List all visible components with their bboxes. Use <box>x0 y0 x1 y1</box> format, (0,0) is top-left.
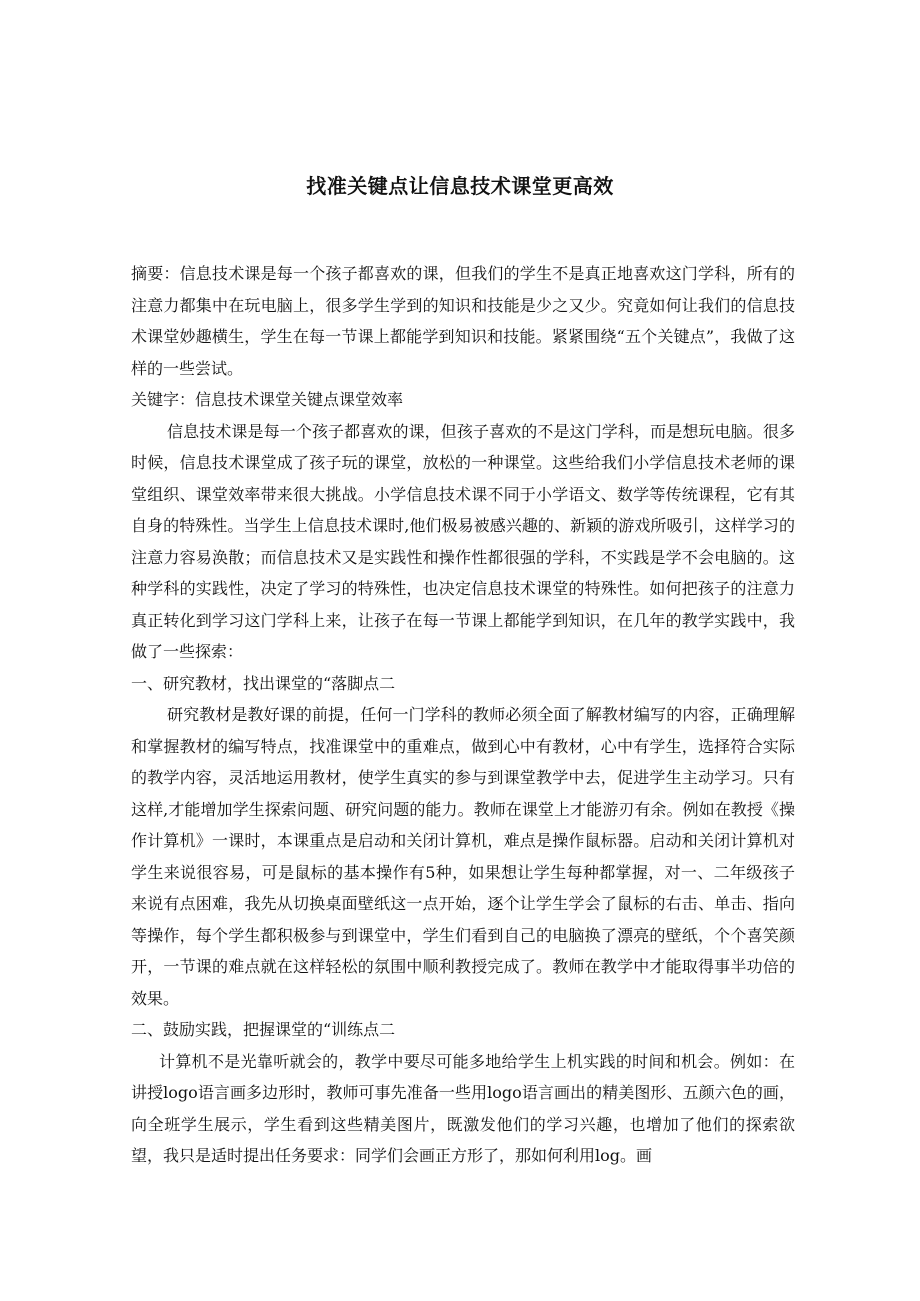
section2-heading: 二、鼓励实践，把握课堂的“训练点二 <box>131 1020 396 1039</box>
keywords-label: 关键字： <box>131 390 196 409</box>
section2-paragraph: 计算机不是光靠听就会的，教学中要尽可能多地给学生上机实践的时间和机会。例如：在讲授logo语言画多边形时，教师可事先准备一些用logo语言画出的精美图形、五颜六色的画，向全班学生展示，学生看到这些精美图片，既激发他们的学习兴趣，也增加了他们的探索欲望，我只是适时提出任务要求：同学们会画正方形了，那如何利用log。画 <box>131 1051 795 1165</box>
document-title: 找准关键点让信息技术课堂更高效 <box>306 174 614 198</box>
abstract-paragraph <box>131 258 795 384</box>
keywords-paragraph <box>131 384 795 416</box>
section1-paragraph: 研究教材是教好课的前提，任何一门学科的教师必须全面了解教材编写的内容，正确理解和掌握教材的编写特点，找准课堂中的重难点，做到心中有教材，心中有学生，选择符合实际的教学内容，灵活地运用教材，使学生真实的参与到课堂教学中去，促进学生主动学习。只有这样,才能增加学生探索问题、研究问题的能力。教师在课堂上才能游刃有余。例如在教授《操作计算机》一课时，本课重点是启动和关闭计算机，难点是操作鼠标器。启动和关闭计算机对学生来说很容易，可是鼠标的基本操作有5种，如果想让学生每种都掌握，对一、二年级孩子来说有点困难，我先从切换桌面壁纸这一点开始，逐个让学生学会了鼠标的右击、单击、指向等操作，每个学生都积极参与到课堂中，学生们看到自己的电脑换了漂亮的壁纸，个个喜笑颜开，一节课的难点就在这样轻松的氛围中顺利教授完成了。教师在教学中才能取得事半功倍的效果。 <box>131 705 795 1008</box>
keywords-text: 信息技术课堂关键点课堂效率 <box>195 390 404 409</box>
abstract-label: 摘要： <box>131 264 180 283</box>
intro-paragraph: 信息技术课是每一个孩子都喜欢的课，但孩子喜欢的不是这门学科，而是想玩电脑。很多时候，信息技术课堂成了孩子玩的课堂，放松的一种课堂。这些给我们小学信息技术老师的课堂组织、课堂效率带来很大挑战。小学信息技术课不同于小学语文、数学等传统课程，它有其自身的特殊性。当学生上信息技术课时,他们极易被感兴趣的、新颖的游戏所吸引，这样学习的注意力容易涣散；而信息技术又是实践性和操作性都很强的学科，不实践是学不会电脑的。这种学科的实践性，决定了学习的特殊性，也决定信息技术课堂的特殊性。如何把孩子的注意力真正转化到学习这门学科上来，让孩子在每一节课上都能学到知识，在几年的教学实践中，我做了一些探索： <box>131 421 795 661</box>
section1-heading: 一、研究教材，找出课堂的“落脚点二 <box>131 673 396 693</box>
abstract-text: 信息技术课是每一个孩子都喜欢的课，但我们的学生不是真正地喜欢这门学科，所有的注意力都集中在玩电脑上，很多学生学到的知识和技能是少之又少。究竟如何让我们的信息技术课堂妙趣横生，学生在每一节课上都能学到知识和技能。紧紧围绕“五个关键点”，我做了这样的一些尝试。 <box>131 264 795 378</box>
document-body <box>131 258 795 1172</box>
